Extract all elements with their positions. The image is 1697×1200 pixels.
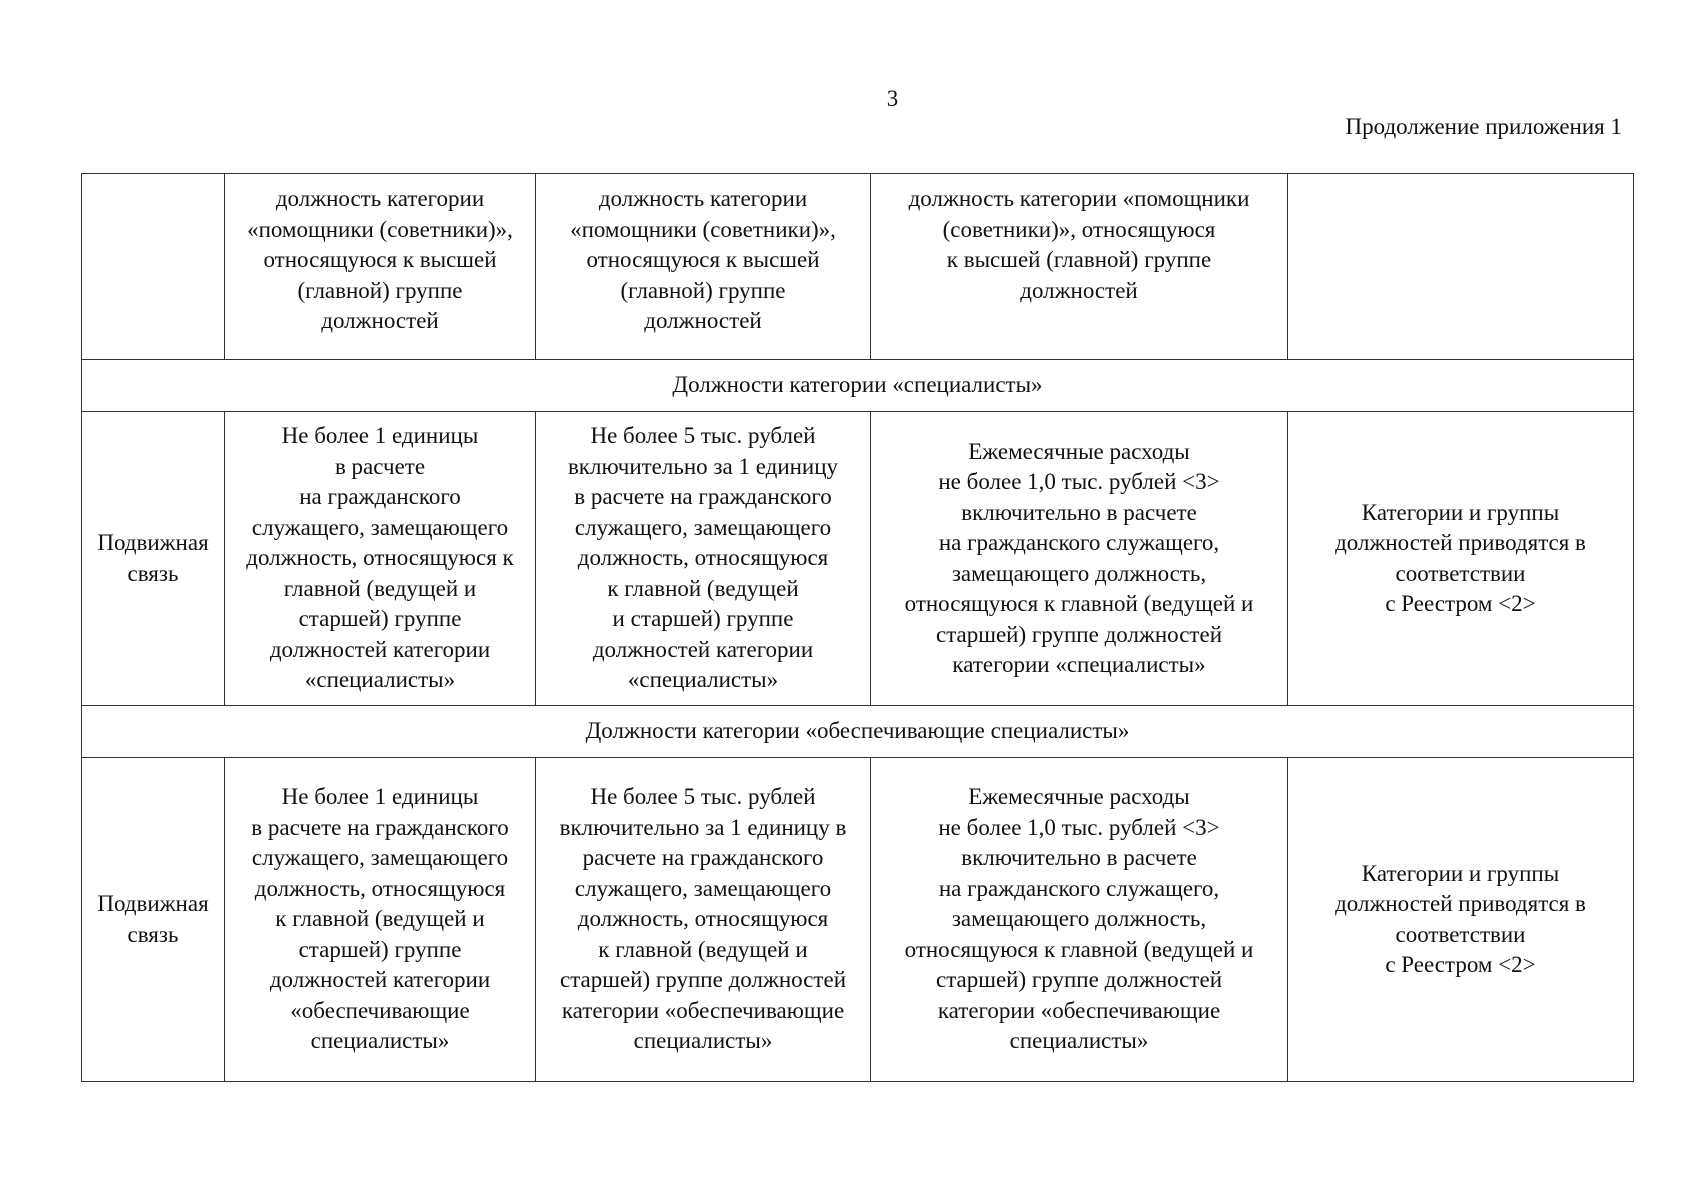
table-cell-note: Категории и группы должностей приводятся в соответствии с Реестром <2> xyxy=(1288,758,1634,1082)
table-cell-quantity: Не более 1 единицы в расчете на гражданского служащего, замещающего должность, относящуюся к главной (ведущей и старшей) группе должностей категории «специалисты» xyxy=(225,412,536,706)
table-cell-price: должность категории «помощники (советники)», относящуюся к высшей (главной) группе должностей xyxy=(536,174,871,360)
table-section-header-specialists xyxy=(82,360,1634,412)
table-cell-type: Подвижная связь xyxy=(82,412,225,706)
appendix-continuation-note: Продолжение приложения 1 xyxy=(1345,114,1622,139)
norms-table xyxy=(81,173,1634,1082)
table-cell-type: Подвижная связь xyxy=(82,758,225,1082)
table-section-header-support xyxy=(82,706,1634,758)
table-cell-expenses: Ежемесячные расходы не более 1,0 тыс. рублей <3> включительно в расчете на гражданского служащего, замещающего должность, относящуюся к главной (ведущей и старшей) группе должностей категории «специалисты» xyxy=(871,412,1288,706)
section-title-specialists: Должности категории «специалисты» xyxy=(82,360,1634,412)
table-cell-note xyxy=(1288,174,1634,360)
table-cell-quantity: Не более 1 единицы в расчете на гражданского служащего, замещающего должность, относящуюся к главной (ведущей и старшей) группе должностей категории «обеспечивающие специалисты» xyxy=(225,758,536,1082)
section-title-support: Должности категории «обеспечивающие специалисты» xyxy=(82,706,1634,758)
table-cell-quantity: должность категории «помощники (советники)», относящуюся к высшей (главной) группе должностей xyxy=(225,174,536,360)
table-row-continuation xyxy=(82,174,1634,360)
table-cell-price: Не более 5 тыс. рублей включительно за 1 единицу в расчете на гражданского служащего, замещающего должность, относящуюся к главной (ведущей и старшей) группе должностей категории «специалисты» xyxy=(536,412,871,706)
table-cell-expenses: должность категории «помощники (советники)», относящуюся к высшей (главной) группе должностей xyxy=(871,174,1288,360)
page-number: 3 xyxy=(886,86,899,111)
table-cell-type xyxy=(82,174,225,360)
table-row-support-specialists xyxy=(82,758,1634,1082)
table-row-specialists xyxy=(82,412,1634,706)
table-cell-expenses: Ежемесячные расходы не более 1,0 тыс. рублей <3> включительно в расчете на гражданского служащего, замещающего должность, относящуюся к главной (ведущей и старшей) группе должностей категории «обеспечивающие специалисты» xyxy=(871,758,1288,1082)
table-cell-note: Категории и группы должностей приводятся в соответствии с Реестром <2> xyxy=(1288,412,1634,706)
table-cell-price: Не более 5 тыс. рублей включительно за 1 единицу в расчете на гражданского служащего, замещающего должность, относящуюся к главной (ведущей и старшей) группе должностей категории «обеспечивающие специалисты» xyxy=(536,758,871,1082)
